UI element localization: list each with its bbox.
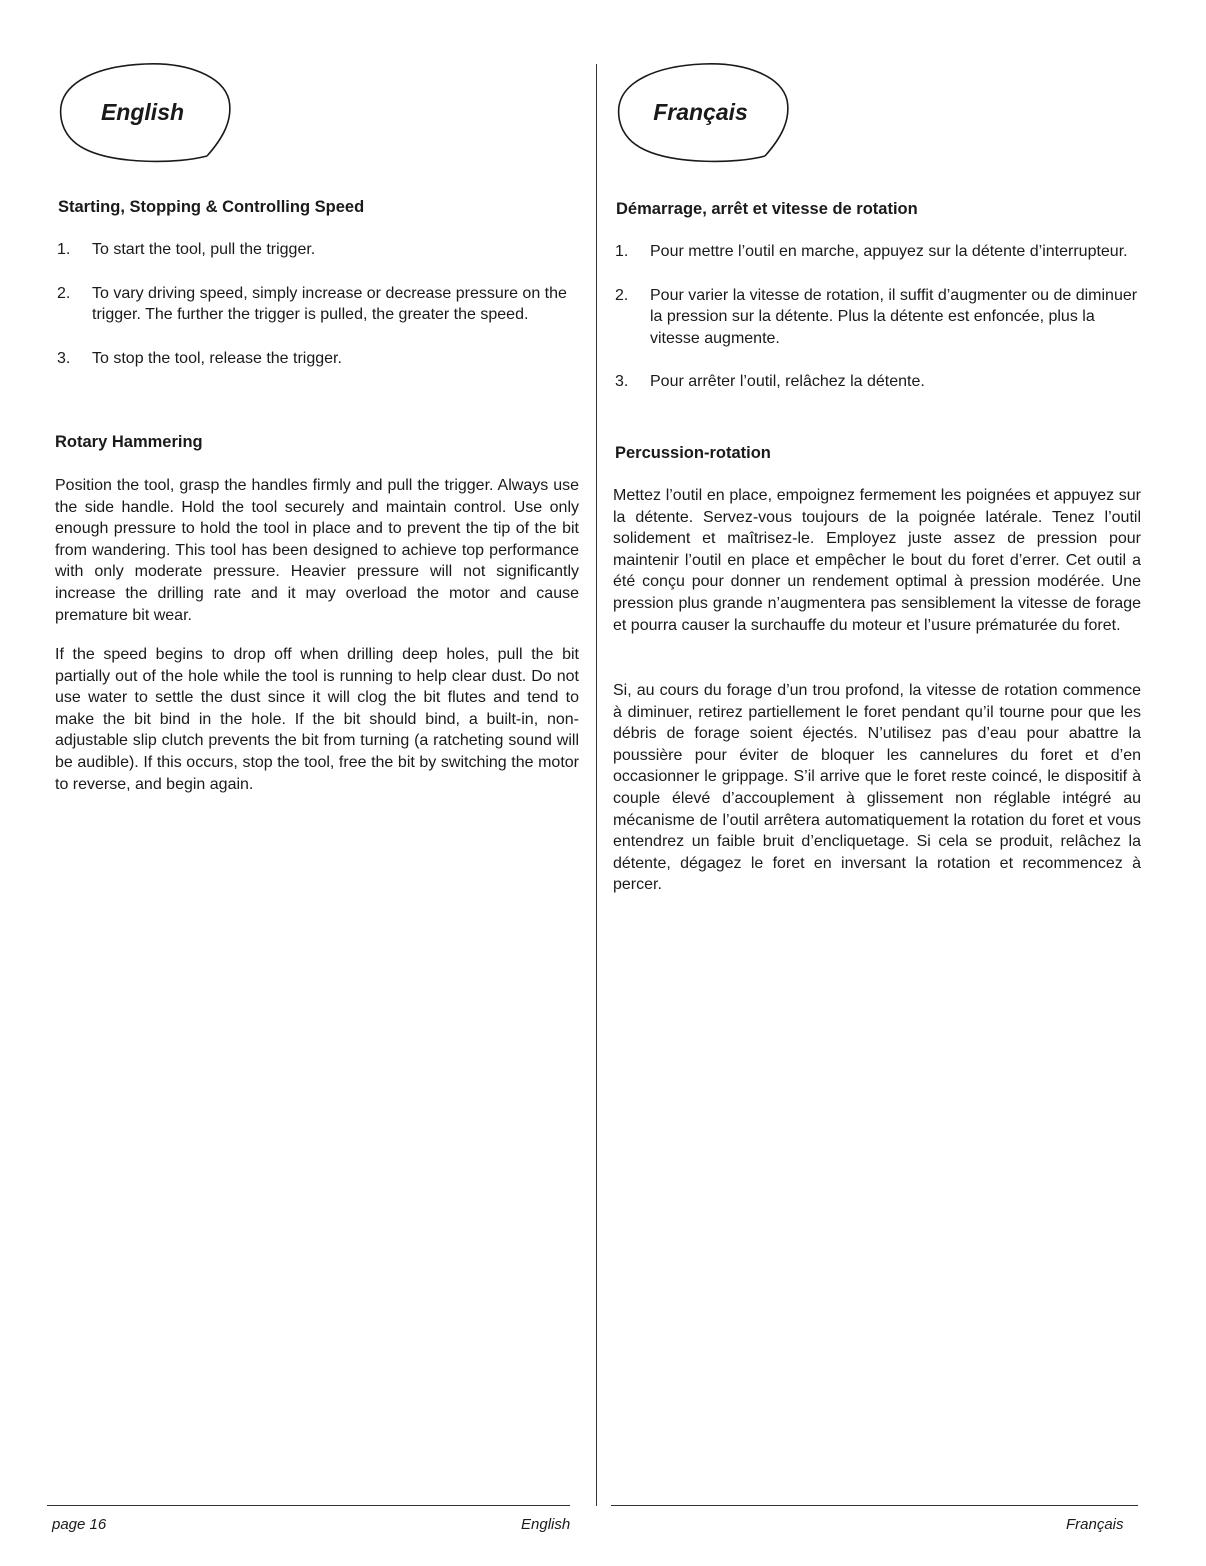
- step-number: 1.: [57, 241, 71, 258]
- list-item: [613, 371, 1141, 393]
- list-item: [613, 241, 1141, 263]
- list-item: [55, 283, 579, 326]
- english-steps-list: [55, 239, 579, 369]
- step-number: 2.: [57, 284, 71, 302]
- english-badge-label: English: [100, 98, 185, 125]
- list-item: [55, 239, 579, 261]
- step-number: 1.: [615, 243, 629, 260]
- column-divider: [596, 64, 597, 1506]
- step-number: 2.: [615, 286, 629, 304]
- footer-right-language: Français: [1066, 1516, 1124, 1533]
- footer-left-language: English: [521, 1516, 571, 1533]
- french-badge-label: Français: [653, 98, 748, 125]
- step-text: Pour arrêter l’outil, relâchez la détente.: [650, 373, 925, 390]
- section-heading-rotary-hammering: Rotary Hammering: [55, 433, 203, 451]
- list-item: [613, 285, 1141, 350]
- footer-rule-left: [47, 1505, 570, 1506]
- english-paragraph-2: If the speed begins to drop off when drilling deep holes, pull the bit partially out of the hole while the tool is running to help clear dust. Do not use water to settle the dust since it will clog the bit flutes and tend to make the bit bind in the hole. If the bit should bind, a built-in, non-adjustable slip clutch prevents the bit from turning (a ratcheting sound will be audible). If this occurs, stop the tool, free the bit by switching the motor to reverse, and begin again.: [55, 646, 579, 793]
- list-item: [55, 348, 579, 370]
- french-paragraph-1: Mettez l’outil en place, empoignez fermement les poignées et appuyez sur la détente. Servez-vous toujours de la poignée latérale. Tenez l’outil solidement et maîtrisez-le. Employez juste assez de pression pour maintenir l’outil en place et empêcher le bout du foret d’errer. Cet outil a été conçu pour donner un rendement optimal à pression modérée. Une pression plus grande n’augmentera pas sensiblement la vitesse de forage et pourra causer la surchauffe du moteur et l’usure prématurée du foret.: [613, 487, 1141, 634]
- french-steps-list: [613, 241, 1141, 393]
- step-text: To stop the tool, release the trigger.: [92, 349, 342, 367]
- section-heading-demarrage: Démarrage, arrêt et vitesse de rotation: [616, 200, 918, 218]
- french-paragraph-2: Si, au cours du forage d’un trou profond, la vitesse de rotation commence à diminuer, retirez partiellement le foret pendant qu’il tourne pour que les débris de forage soient éjectés. N’utilisez pas d’eau pour abattre la poussière pour éviter de bloquer les cannelures du foret et d’en occasionner le grippage. S’il arrive que le foret reste coincé, le dispositif à couple élevé d’accouplement à glissement non réglable intégré au mécanisme de l’outil arrêtera automatiquement la rotation du foret et vous entendrez un faible bruit d’encliquetage. Si cela se produit, relâchez la détente, dégagez le foret en inversant la rotation et recommencez à percer.: [613, 682, 1141, 894]
- step-text: To vary driving speed, simply increase or decrease pressure on the trigger. The further the trigger is pulled, the greater the speed.: [92, 284, 567, 323]
- step-number: 3.: [57, 349, 71, 367]
- step-text: Pour mettre l’outil en marche, appuyez sur la détente d’interrupteur.: [650, 243, 1128, 260]
- step-text: To start the tool, pull the trigger.: [92, 241, 316, 258]
- footer-page-number: page 16: [52, 1516, 107, 1533]
- section-heading-percussion-rotation: Percussion-rotation: [615, 444, 771, 462]
- section-heading-starting-stopping: Starting, Stopping & Controlling Speed: [58, 198, 365, 216]
- english-paragraph-1: Position the tool, grasp the handles firmly and pull the trigger. Always use the side handle. Hold the tool securely and maintain control. Use only enough pressure to hold the tool in place and to prevent the tip of the bit from wandering. This tool has been designed to achieve top performance with only moderate pressure. Heavier pressure will not significantly increase the drilling rate and it may overload the motor and cause premature bit wear.: [55, 477, 579, 624]
- footer-rule-right: [611, 1505, 1138, 1506]
- english-language-badge: [57, 60, 232, 164]
- french-language-badge: [615, 60, 790, 164]
- step-text: Pour varier la vitesse de rotation, il suffit d’augmenter ou de diminuer la pression sur la détente. Plus la détente est enfoncée, plus la vitesse augmente.: [650, 286, 1138, 347]
- step-number: 3.: [615, 373, 629, 390]
